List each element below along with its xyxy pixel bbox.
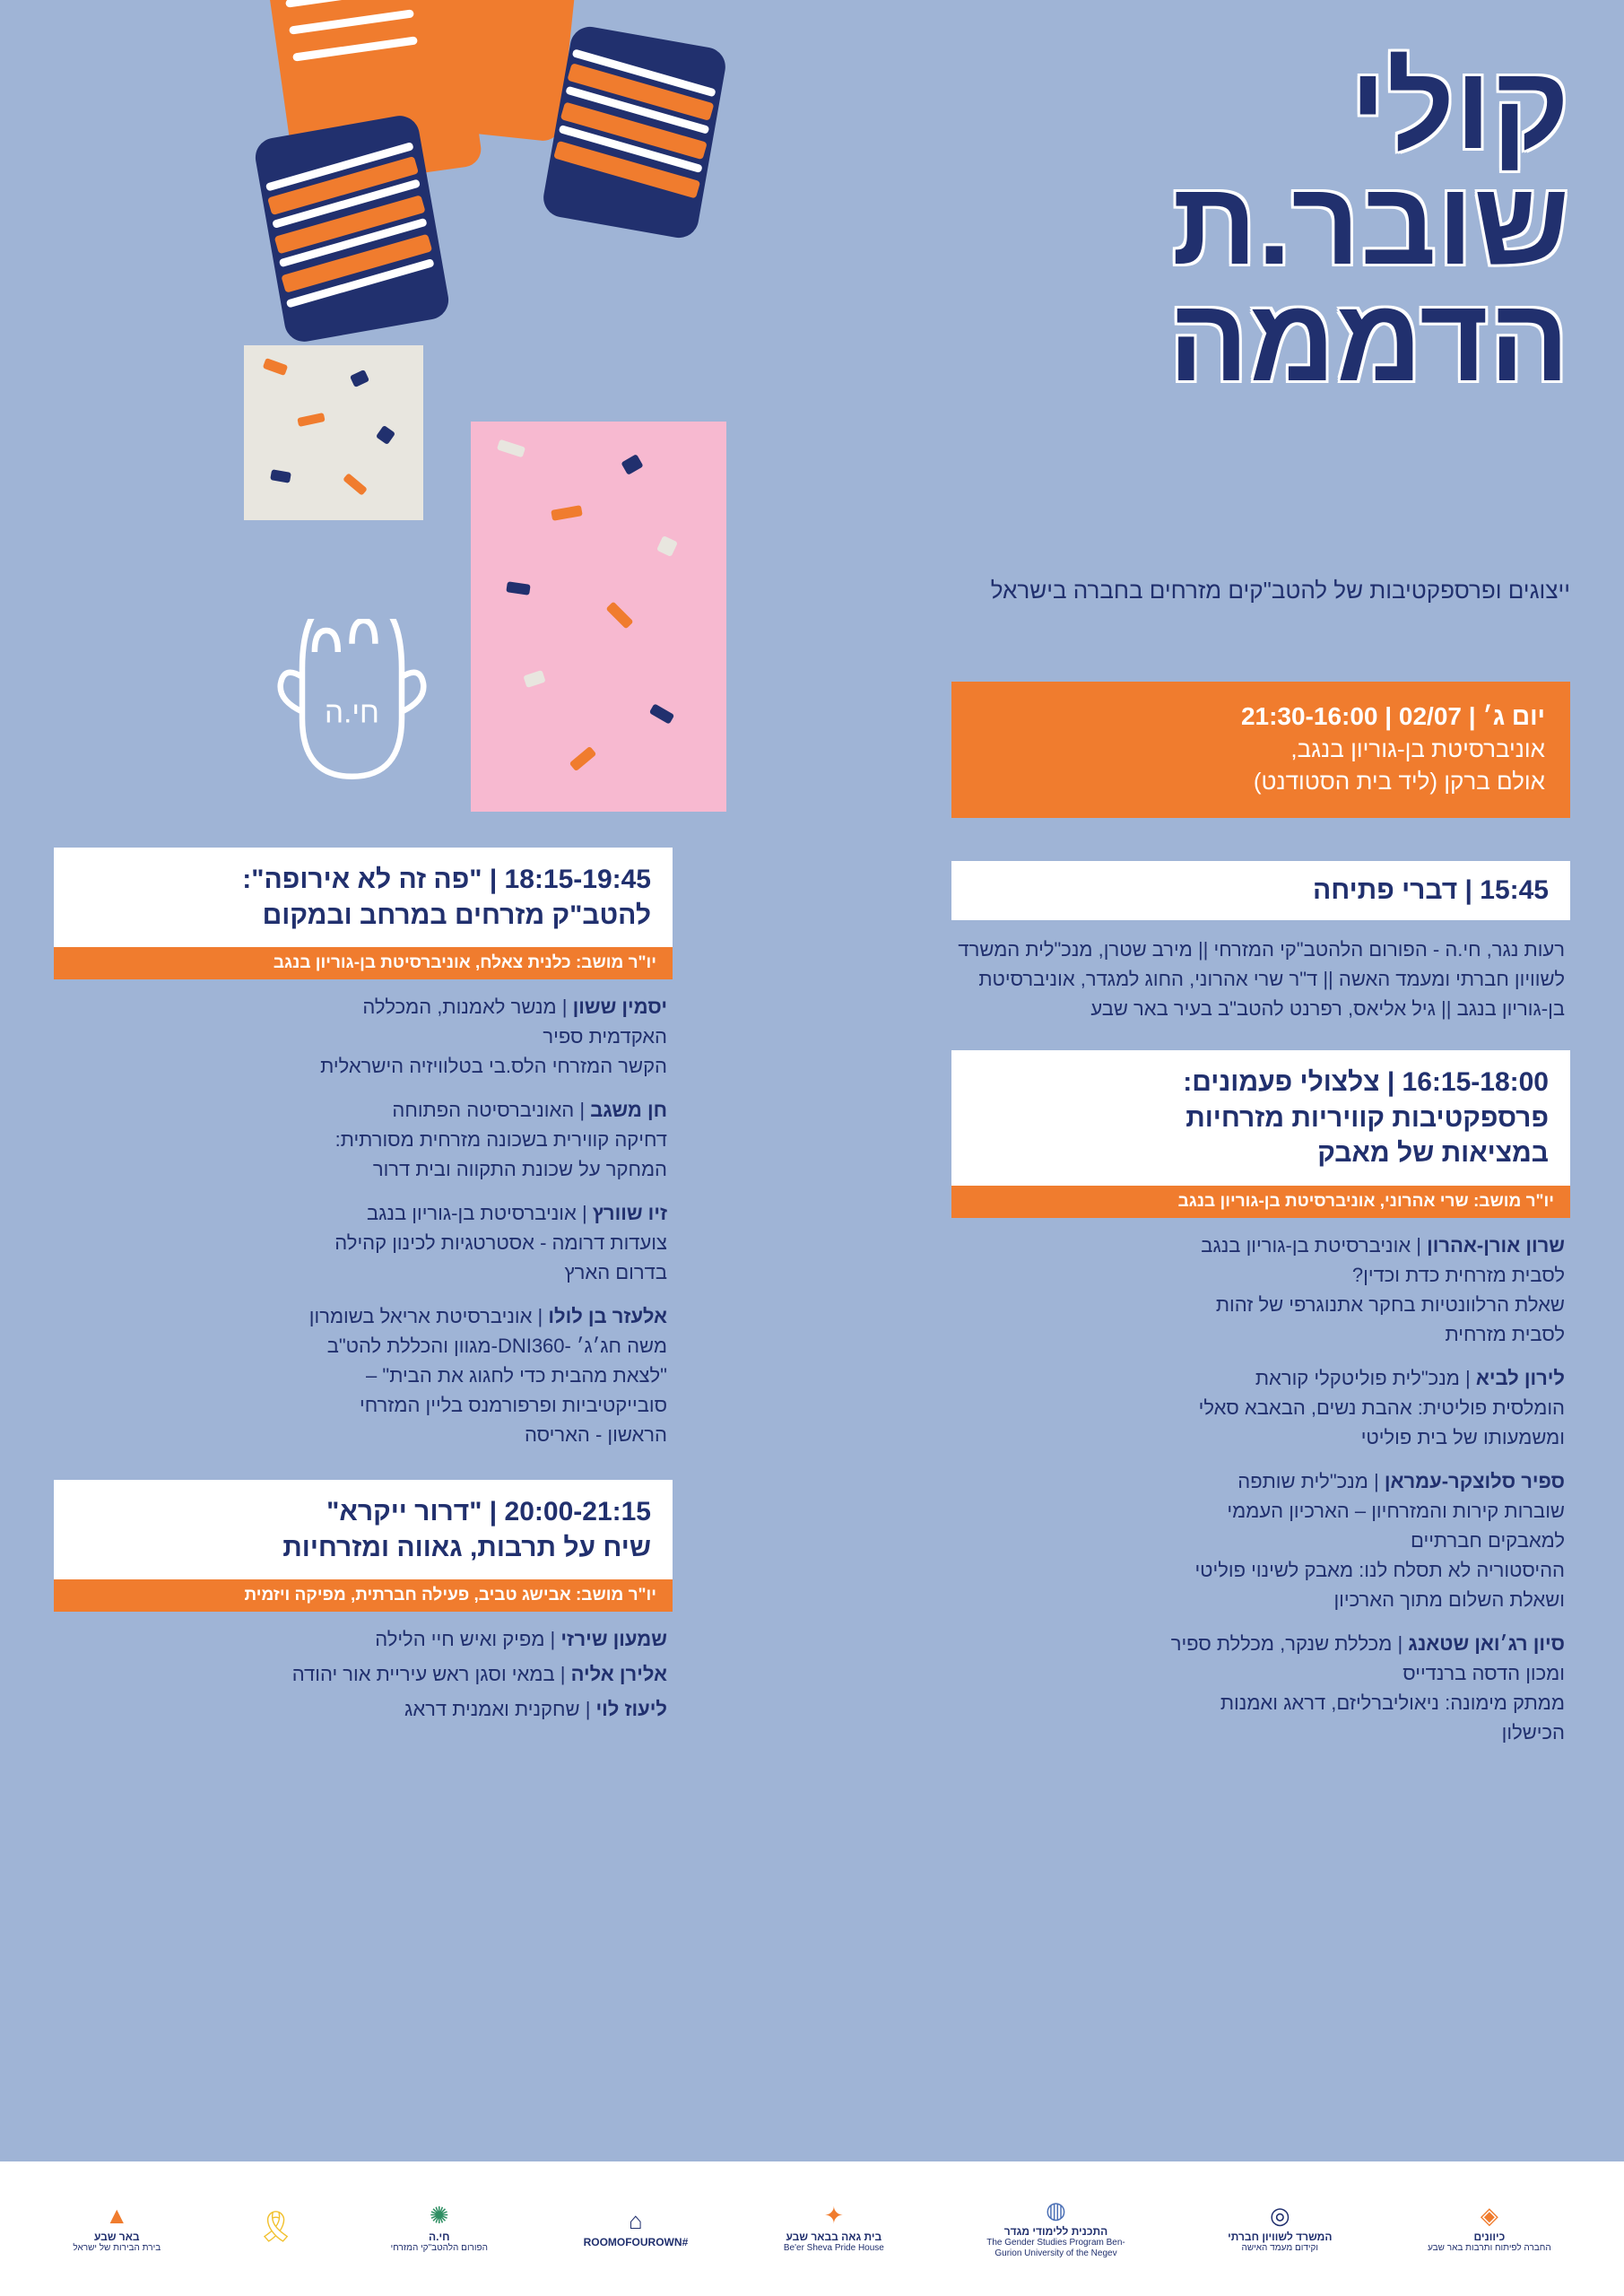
logo-sub: הפורום הלהטב"קי המזרחי	[390, 2243, 488, 2254]
logo-mark-icon: ◍	[1046, 2196, 1066, 2224]
logo-haya-forum	[391, 2204, 488, 2254]
speaker-line: המחקר על שכונת התקווה ובית דרור	[372, 1158, 667, 1181]
session-1-speakers	[951, 1218, 1570, 1747]
hamsa-icon	[269, 619, 435, 785]
opening-remarks-header	[951, 861, 1570, 920]
speaker-affiliation: אוניברסיטת אריאל בשומרון	[308, 1305, 533, 1328]
session-2-chair: יו"ר מושב: כלנית צאלח, אוניברסיטת בן-גוריון בנגב	[54, 947, 673, 979]
speaker-name: שרון אורן-אהרון	[1427, 1233, 1565, 1257]
logo-sub: The Gender Studies Program Ben-Gurion University of the Negev	[986, 2238, 1125, 2259]
logo-name: בית גאה בבאר שבע	[786, 2231, 882, 2244]
title-line-3: הדממה	[1168, 273, 1570, 405]
speaker-name: ליעוז לוי	[595, 1698, 667, 1721]
session-2-subtitle-1: להטב"ק מזרחים במרחב ובמקום	[262, 900, 651, 930]
logo-name: #ROOMOFOUROWN	[583, 2235, 689, 2248]
logo-mark-icon: ◎	[1269, 2202, 1290, 2230]
speaker-affiliation: אוניברסיטת בן-גוריון בנגב	[1201, 1233, 1411, 1257]
opening-remarks-title: 15:45 | דברי פתיחה	[1312, 875, 1549, 905]
session-3-subtitle-1: שיח על תרבות, גאווה ומזרחיות	[282, 1532, 651, 1562]
speaker-line: ומכון הדסה ברנדייס	[1403, 1661, 1565, 1684]
right-column	[951, 861, 1570, 1761]
speaker-entry: חן משגב | האוניברסיטה הפתוחה דחיקה קווירית בשכונה מזרחית מסורתית: המחקר על שכונת התקווה ובית דרור	[59, 1095, 667, 1184]
logo-mark-icon: ✦	[823, 2202, 844, 2230]
speaker-line: ההיסטוריה לא תסלח לנו: מאבק לשינוי פוליטי	[1194, 1558, 1565, 1581]
title-line-1: קולי	[1350, 41, 1570, 173]
event-venue: אוניברסיטת בן-גוריון בנגב,	[1290, 735, 1545, 762]
logo-mark-icon: ✺	[429, 2202, 449, 2230]
sandal-right	[541, 23, 729, 240]
logo-name: התכנית ללימודי מגדר	[1003, 2225, 1108, 2239]
speaker-name: שמעון שירזי	[560, 1628, 667, 1651]
event-hall: אולם ברקן (ליד בית הסטודנט)	[1253, 767, 1545, 795]
sandal-left	[252, 113, 451, 345]
speaker-line: הראשון - האריסה	[524, 1423, 667, 1447]
speaker-entry: ספיר סלוצקר-עמראן | מנכ"לית שותפה שוברות קירות והמזרחיון – הארכיון העממי למאבקים חברתיים ההיסטוריה לא תסלח לנו: מאבק לשינוי פוליטי ושאלת השלום מתוך הארכיון	[957, 1466, 1565, 1614]
event-details-box	[951, 682, 1570, 818]
speaker-entry: אלעזר בן לולו | אוניברסיטת אריאל בשומרון משה חג׳ג׳ -DNI360-מגוון והכללת להט"ב "לצאת מהבית כדי לחגוג את הבית" – סובייקטיביות ופרפורמנס בליין המזרחי הראשון - האריסה	[59, 1301, 667, 1449]
speaker-affiliation: אוניברסיטת בן-גוריון בנגב	[366, 1202, 577, 1225]
session-1-subtitle-1: פרספקטיבות קוויריות מזרחיות	[1185, 1102, 1549, 1133]
decorative-artwork	[0, 0, 807, 730]
home-icon: ⌂	[629, 2206, 643, 2234]
logo-room-of-our-own	[583, 2206, 689, 2248]
speaker-line: האקדמית ספיר	[543, 1025, 667, 1048]
logo-name: כיוונים	[1473, 2231, 1506, 2244]
poster-title	[835, 41, 1570, 405]
session-2-speakers	[54, 979, 673, 1449]
terrazzo-tile-pink	[471, 422, 726, 812]
terrazzo-tile-gray	[244, 345, 423, 520]
speaker-line: ושאלת השלום מתוך הארכיון	[1333, 1587, 1565, 1611]
speaker-line: לסבית מזרחית כדת וכדין?	[1351, 1263, 1565, 1286]
speaker-line: סובייקטיביות ופרפורמנס בליין המזרחי	[359, 1394, 667, 1417]
left-column	[54, 848, 673, 1724]
opening-remarks-text: רעות נגר, חי.ה - הפורום הלהטב"קי המזרחי || מירב שטרן, מנכ"לית המשרד לשוויון חברתי ומעמד האשה || ד"ר שרי אהרוני, החוג למגדר, אוניברסיטת בן-גוריון בנגב || גיל אליאס, רפרנט להטב"ב בעיר באר שבע	[958, 938, 1565, 1020]
session-1	[951, 1050, 1570, 1747]
speaker-line: הכישלון	[1501, 1720, 1565, 1744]
session-1-chair: יו"ר מושב: שרי אהרוני, אוניברסיטת בן-גוריון בנגב	[951, 1186, 1570, 1218]
session-3-chair: יו"ר מושב: אבישג טביב, פעילה חברתית, מפיקה ויזמית	[54, 1579, 673, 1612]
logo-mark-icon: ◈	[1480, 2202, 1498, 2230]
poster-subtitle: ייצוגים ופרספקטיבות של להטב"קים מזרחים בחברה בישראל	[990, 577, 1570, 604]
speaker-affiliation: שחקנית ואמנית דראג	[404, 1698, 580, 1721]
speaker-line: דחיקה קווירית בשכונה מזרחית מסורתית:	[334, 1128, 667, 1152]
speaker-affiliation: מפיק ואיש חיי הלילה	[375, 1628, 545, 1651]
speaker-affiliation: מכללת שנקר, מכללת ספיר	[1170, 1631, 1393, 1655]
speaker-name: סיון רג׳ואן שטאנג	[1408, 1631, 1565, 1655]
logo-ministry-social-equality	[1228, 2204, 1332, 2254]
session-3	[54, 1480, 673, 1724]
sponsors-footer	[0, 2161, 1624, 2296]
speaker-entry: שרון אורן-אהרון | אוניברסיטת בן-גוריון בנגב לסבית מזרחית כדת וכדין? שאלת הרלוונטיות בחקר אתנוגרפי של זהות לסבית מזרחית	[957, 1231, 1565, 1349]
title-line-2: שובר.ת	[1171, 157, 1570, 290]
speaker-name: לירון לביא	[1475, 1366, 1565, 1389]
speaker-affiliation: במאי וסגן ראש עיריית אור יהודה	[291, 1663, 555, 1686]
logo-ribbon	[256, 2212, 295, 2246]
speaker-name: ספיר סלוצקר-עמראן	[1384, 1469, 1565, 1492]
speaker-affiliation: מנכ"לית פוליטקלי קוראת	[1255, 1366, 1460, 1389]
speaker-entry: שמעון שירזי | מפיק ואיש חיי הלילה	[375, 1628, 667, 1651]
logo-beer-sheva	[73, 2204, 161, 2254]
speaker-line: שאלת הרלוונטיות בחקר אתנוגרפי של זהות	[1215, 1292, 1565, 1316]
logo-sub: החברה לפיתוח ותרבות באר שבע	[1428, 2243, 1551, 2254]
hamsa-label: חי.ה	[325, 696, 379, 730]
speaker-affiliation: האוניברסיטה הפתוחה	[392, 1099, 575, 1122]
speaker-line: שוברות קירות והמזרחיון – הארכיון העממי	[1227, 1499, 1565, 1522]
session-3-speakers	[54, 1612, 673, 1724]
speaker-affiliation: מנכ"לית שותפה	[1238, 1469, 1368, 1492]
logo-sub: בירת הבירות של ישראל	[73, 2243, 161, 2254]
speaker-line: בדרום הארץ	[564, 1261, 667, 1284]
logo-gender-studies	[979, 2198, 1132, 2259]
speaker-line: הקשר המזרחי הלס.בי בטלוויזיה הישראלית	[320, 1055, 667, 1078]
session-1-header	[951, 1050, 1570, 1186]
speaker-line: משה חג׳ג׳ -DNI360-מגוון והכללת להט"ב	[326, 1335, 667, 1358]
speaker-line: לסבית מזרחית	[1445, 1322, 1565, 1345]
speaker-name: זיו שוורץ	[592, 1202, 667, 1225]
speaker-name: אלירן אליה	[570, 1663, 667, 1686]
logo-pride-house	[784, 2204, 884, 2254]
logo-name: באר שבע	[93, 2231, 140, 2244]
event-date-time: יום ג׳ | 02/07 | 21:30-16:00	[1240, 702, 1545, 730]
session-3-header	[54, 1480, 673, 1579]
speaker-entry: אלירן אליה | במאי וסגן ראש עיריית אור יהודה	[291, 1663, 667, 1686]
session-2-time-title: 18:15-19:45 | "פה זה לא אירופה":	[242, 865, 651, 894]
logo-kivunim	[1428, 2204, 1551, 2254]
speaker-line: ומשמעותו של בית פוליטי	[1360, 1425, 1565, 1448]
speaker-name: אלעזר בן לולו	[548, 1305, 667, 1328]
speaker-entry: יסמין ששון | מנשר לאמנות, המכללה האקדמית ספיר הקשר המזרחי הלס.בי בטלוויזיה הישראלית	[59, 992, 667, 1081]
speaker-entry: לירון לביא | מנכ"לית פוליטקלי קוראת הומלסית פוליטית: אהבת נשים, הבאבא סאלי ומשמעותו של בית פוליטי	[957, 1363, 1565, 1452]
speaker-entry: זיו שוורץ | אוניברסיטת בן-גוריון בנגב צועדות דרומה - אסטרטגיות לכינון קהילה בדרום הארץ	[59, 1198, 667, 1287]
logo-sub: Be'er Sheva Pride House	[783, 2243, 884, 2254]
session-3-time-title: 20:00-21:15 | "דרור ייקרא"	[326, 1497, 651, 1527]
session-2	[54, 848, 673, 1449]
speaker-line: צועדות דרומה - אסטרטגיות לכינון קהילה	[334, 1231, 667, 1255]
logo-name: חי.ה	[429, 2231, 450, 2244]
speaker-line: ממתק מימונה: ניאוליברליזם, דראג ואמנות	[1220, 1691, 1565, 1714]
ribbon-icon: 🎗	[256, 2210, 295, 2244]
speaker-line: "לצאת מהבית כדי לחגוג את הבית" –	[366, 1364, 667, 1387]
speaker-name: יסמין ששון	[572, 996, 667, 1019]
speaker-entry: ליעוז לוי | שחקנית ואמנית דראג	[404, 1698, 667, 1721]
logo-mark-icon: ▲	[105, 2202, 129, 2230]
logo-name: המשרד לשוויון חברתי	[1228, 2231, 1333, 2244]
logo-sub: וקידום מעמד האישה	[1241, 2243, 1318, 2254]
session-2-header	[54, 848, 673, 947]
speaker-affiliation: מנשר לאמנות, המכללה	[362, 996, 557, 1019]
speaker-entry: סיון רג׳ואן שטאנג | מכללת שנקר, מכללת ספיר ומכון הדסה ברנדייס ממתק מימונה: ניאוליברליזם, דראג ואמנות הכישלון	[957, 1629, 1565, 1747]
speaker-line: למאבקים חברתיים	[1411, 1528, 1565, 1552]
speaker-name: חן משגב	[590, 1099, 667, 1122]
speaker-line: הומלסית פוליטית: אהבת נשים, הבאבא סאלי	[1198, 1396, 1565, 1419]
session-1-time-title: 16:15-18:00 | צלצולי פעמונים:	[1183, 1067, 1549, 1097]
session-1-subtitle-2: במציאות של מאבק	[1317, 1138, 1549, 1169]
